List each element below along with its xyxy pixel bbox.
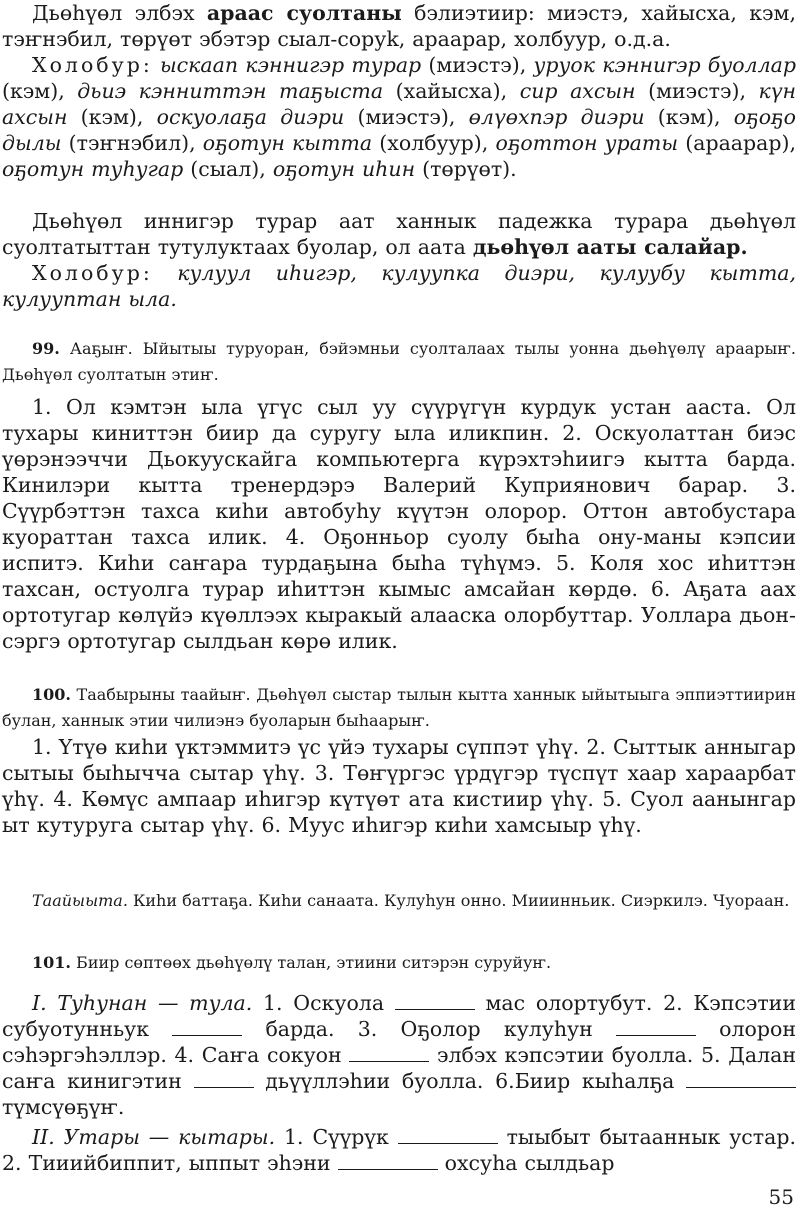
example-meaning: (сыал), [183, 157, 273, 181]
rule-paragraph-2: Дьөһүөл иннигэр турар аат ханнык падежка турара дьөһүөл суолтатыттан тутулуктаах буолар, ол аата дьөһүөл ааты салайар. [2, 209, 796, 259]
example-phrase: күн ахсын [2, 79, 796, 129]
exercise-number: 100. [32, 685, 71, 704]
example-meaning: (төрүөт). [415, 157, 517, 181]
exercise-99-instructions: 99. Ааҕыҥ. Ыйытыы туруоран, бэйэмньи суолталаах тылы уонна дьөһүөлү араарыҥ. Дьөһүөл суолтатын этиҥ. [2, 339, 796, 384]
exercise-101-instructions: 101. Биир сөптөөх дьөһүөлү талан, этиини ситэрэн суруйуҥ. [32, 953, 552, 972]
example-meaning: (араарар), [678, 131, 796, 155]
exercise-100-text: 1. Үтүө киһи үктэммитэ үс үйэ тухары сүппэт үһү. 2. Сыттык анныгар сытыы быһычча сытар үһү. 3. Төҥүргэс үрдүгэр түспүт хаар хараарбат үһү. 4. Көмүс ампаар иһигэр күтүөт ата кистиир үһү. 5. Суол аанынгар ыт кутуруга сытар үһү. 6. Муус иһигэр киһи хамсыыр үһү. [2, 735, 796, 837]
blank-field [172, 1018, 242, 1036]
example-phrase: дьиэ кэнниттэн таҕыста [77, 79, 384, 103]
blank-field [395, 992, 475, 1010]
examples-paragraph-1 [2, 52, 796, 182]
example-phrase: оҕоттон ураты [495, 131, 679, 155]
example-phrase: сир ахсын [519, 79, 636, 103]
example-meaning: (миэстэ), [635, 79, 759, 103]
exercise-100-instructions: 100. Таабырыны таайыҥ. Дьөһүөл сыстар тылын кытта ханнык ыйытыыга эппиэттиирин булан, ханнык этии чилиэнэ буоларын быһаарыҥ. [2, 685, 796, 730]
example-meaning: (миэстэ), [344, 105, 469, 129]
rule-paragraph: Дьөһүөл элбэх араас суолтаны бэлиэтиир: миэстэ, хайысха, кэм, тэҥнэбил, төрүөт эбэтэр сыал-соруk, араарар, холбуур, о.д.а. [2, 1, 796, 51]
example-meaning: (кэм), [67, 105, 157, 129]
exercise-101-part2: II. Утары — кытары. 1. Сүүрүк тыыбыт бытааннык устар. 2. Тииийбиппит, ыппыт эһэни охсуһа сылдьар [2, 1125, 796, 1175]
exercise-101-part1: I. Туһунан — тула. 1. Оскуола мас олортубут. 2. Кэпсэтии субуотунньук барда. 3. Оҕолор кулуһун олорон сэһэргэһэллэр. 4. Саҥа сокуон элбэх кэпсэтии буолла. 5. Далан саҥа кинигэтин дьүүллэһии буолла. 6.Биир кыһалҕа түмсүөҕүҥ. [2, 991, 797, 1119]
exercise-99-text: 1. Ол кэмтэн ыла үгүс сыл уу сүүрүгүн курдук устан ааста. Ол тухары киниттэн биир да суругу ыла иликпин. 2. Оскуолаттан биэс үөрэнээччи Дьокуускайга компьютерга күрэхтэһиигэ кытта барда. Кинилэри кытта тренердэрэ Валерий Куприянович барар. 3. Сүүрбэттэн тахса киһи автобуһу күүтэн олорор. Оттон автобустара куораттан тахса илик. 4. Оҕонньор суолу быһа ону-маны кэпсии испитэ. Киһи саҥара турдаҕына быһа түһүмэ. 5. Коля хос иһиттэн тахсан, остуолга турар иһиттэн кымыс амсайан көрдө. 6. Аҕата аах ортотугар көлүйэ күөллээх кыракый алааска олорбуттар. Уоллара дьон-сэргэ ортотугар сылдьан көрө илик. [2, 395, 796, 653]
example-label: Холобур: [32, 261, 153, 285]
example-phrase: оҕоҕо дылы [2, 105, 796, 155]
blank-field [686, 1070, 796, 1088]
example-meaning: (хайысха), [383, 79, 520, 103]
rule-bold: дьөһүөл ааты салайар. [472, 235, 748, 259]
example-meaning: (кэм), [2, 79, 78, 103]
blank-field [349, 1044, 429, 1062]
example-phrase: ыскаап кэннигэр турар [152, 53, 422, 77]
blank-field [616, 1018, 696, 1036]
example-label: Холобур: [32, 53, 153, 77]
example-phrase: оскуолаҕа диэри [156, 105, 345, 129]
example-phrase: оҕотун туһугар [2, 157, 184, 181]
riddle-answers: Таайыыта. Киһи баттаҕа. Киһи санаата. Кулуһун онно. Мииинньик. Сиэркилэ. Чуораан. [32, 891, 790, 910]
blank-field [194, 1070, 254, 1088]
example-meaning: (кэм), [644, 105, 734, 129]
exercise-number: 99. [32, 339, 60, 358]
example-phrase: өлүөхпэр диэри [468, 105, 645, 129]
example-meaning: (миэстэ), [421, 53, 534, 77]
example-phrase: оҕотун кытта [202, 131, 373, 155]
example-meaning: (тэҥнэбил), [61, 131, 203, 155]
part1-label: I. Туһунан — тула. [32, 991, 253, 1015]
part2-label: II. Утары — кытары. [32, 1125, 276, 1149]
examples-paragraph-2: Холобур: кулуул иһигэр, кулуупка диэри, кулуубу кытта, кулууптан ыла. [2, 261, 796, 311]
example-phrase: уруок кэнниrэр буоллар [533, 53, 796, 77]
term-bold: араас суолтаны [206, 1, 402, 25]
exercise-number: 101. [32, 953, 71, 972]
page-number: 55 [768, 1185, 794, 1209]
example-phrase: оҕотун иһин [272, 157, 416, 181]
blank-field [398, 1126, 498, 1144]
blank-field [338, 1152, 438, 1170]
example-meaning: (холбуур), [372, 131, 496, 155]
